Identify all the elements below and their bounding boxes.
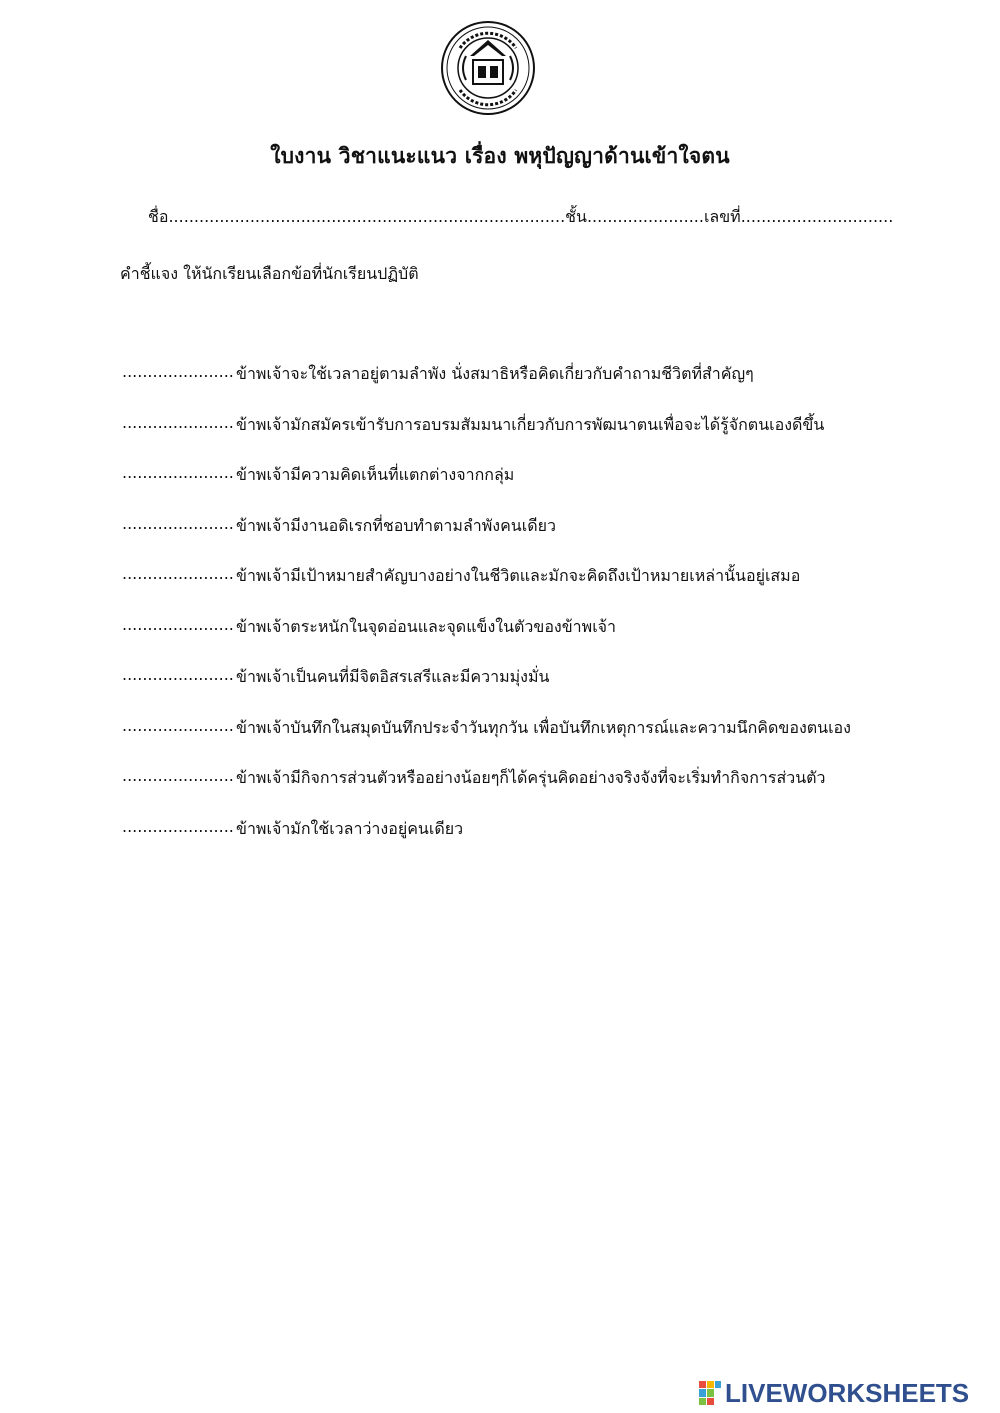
list-item <box>122 463 962 514</box>
list-item <box>122 564 962 615</box>
answer-blank[interactable]: ...................... <box>122 362 234 381</box>
list-item <box>122 413 962 464</box>
liveworksheets-cube-icon <box>698 1380 722 1406</box>
name-label: ชื่อ <box>148 207 169 226</box>
answer-blank[interactable]: ...................... <box>122 463 234 482</box>
list-item <box>122 615 962 666</box>
item-text: ข้าพเจ้ามักสมัครเข้ารับการอบรมสัมมนาเกี่ยวกับการพัฒนาตนเพื่อจะได้รู้จักตนเองดีขึ้น <box>236 414 825 434</box>
answer-blank[interactable]: ...................... <box>122 513 234 533</box>
school-emblem-icon <box>440 20 536 116</box>
item-text: ข้าพเจ้ามีงานอดิเรกที่ชอบทำตามลำพังคนเดียว <box>236 515 556 535</box>
list-item <box>122 766 962 817</box>
item-text: ข้าพเจ้ามีกิจการส่วนตัวหรืออย่างน้อยๆก็ได้ครุ่นคิดอย่างจริงจังที่จะเริ่มทำกิจการส่วนตัว <box>236 768 826 787</box>
checklist <box>122 362 962 867</box>
answer-blank[interactable]: ...................... <box>122 564 234 583</box>
worksheet-title: ใบงาน วิชาแนะแนว เรื่อง พหุปัญญาด้านเข้าใจตน <box>270 144 730 168</box>
item-text: ข้าพเจ้าจะใช้เวลาอยู่ตามลำพัง นั่งสมาธิหรือคิดเกี่ยวกับคำถามชีวิตที่สำคัญๆ <box>236 364 754 383</box>
list-item <box>122 817 962 868</box>
class-blank[interactable]: ....................... <box>586 207 704 226</box>
item-text: ข้าพเจ้าบันทึกในสมุดบันทึกประจำวันทุกวัน เพื่อบันทึกเหตุการณ์และความนึกคิดของตนเอง <box>236 717 851 737</box>
answer-blank[interactable]: ...................... <box>122 412 234 432</box>
answer-blank[interactable]: ...................... <box>122 766 234 785</box>
liveworksheets-brand: LIVEWORKSHEETS <box>725 1377 970 1408</box>
number-label: เลขที่ <box>703 207 741 226</box>
instruction-text: คำชี้แจง ให้นักเรียนเลือกข้อที่นักเรียนปฏิบัติ <box>120 264 419 283</box>
item-text: ข้าพเจ้ามีความคิดเห็นที่แตกต่างจากกลุ่ม <box>236 465 515 484</box>
list-item <box>122 362 962 413</box>
item-text: ข้าพเจ้าเป็นคนที่มีจิตอิสรเสรีและมีความมุ่งมั่น <box>236 667 550 686</box>
list-item <box>122 665 962 716</box>
class-label: ชั้น <box>565 207 587 226</box>
item-text: ข้าพเจ้ามักใช้เวลาว่างอยู่คนเดียว <box>236 818 464 838</box>
answer-blank[interactable]: ...................... <box>122 715 234 735</box>
answer-blank[interactable]: ...................... <box>122 816 234 836</box>
item-text: ข้าพเจ้ามีเป้าหมายสำคัญบางอย่างในชีวิตและมักจะคิดถึงเป้าหมายเหล่านั้นอยู่เสมอ <box>236 566 801 585</box>
answer-blank[interactable]: ...................... <box>122 665 234 684</box>
answer-blank[interactable]: ...................... <box>122 614 234 634</box>
item-text: ข้าพเจ้าตระหนักในจุดอ่อนและจุดแข็งในตัวของข้าพเจ้า <box>236 616 617 636</box>
list-item <box>122 716 962 767</box>
student-info-line <box>148 205 893 230</box>
liveworksheets-logo <box>698 1378 969 1408</box>
name-blank[interactable]: .............................................................................. <box>168 207 566 226</box>
number-blank[interactable]: .............................. <box>740 207 894 226</box>
list-item <box>122 514 962 565</box>
